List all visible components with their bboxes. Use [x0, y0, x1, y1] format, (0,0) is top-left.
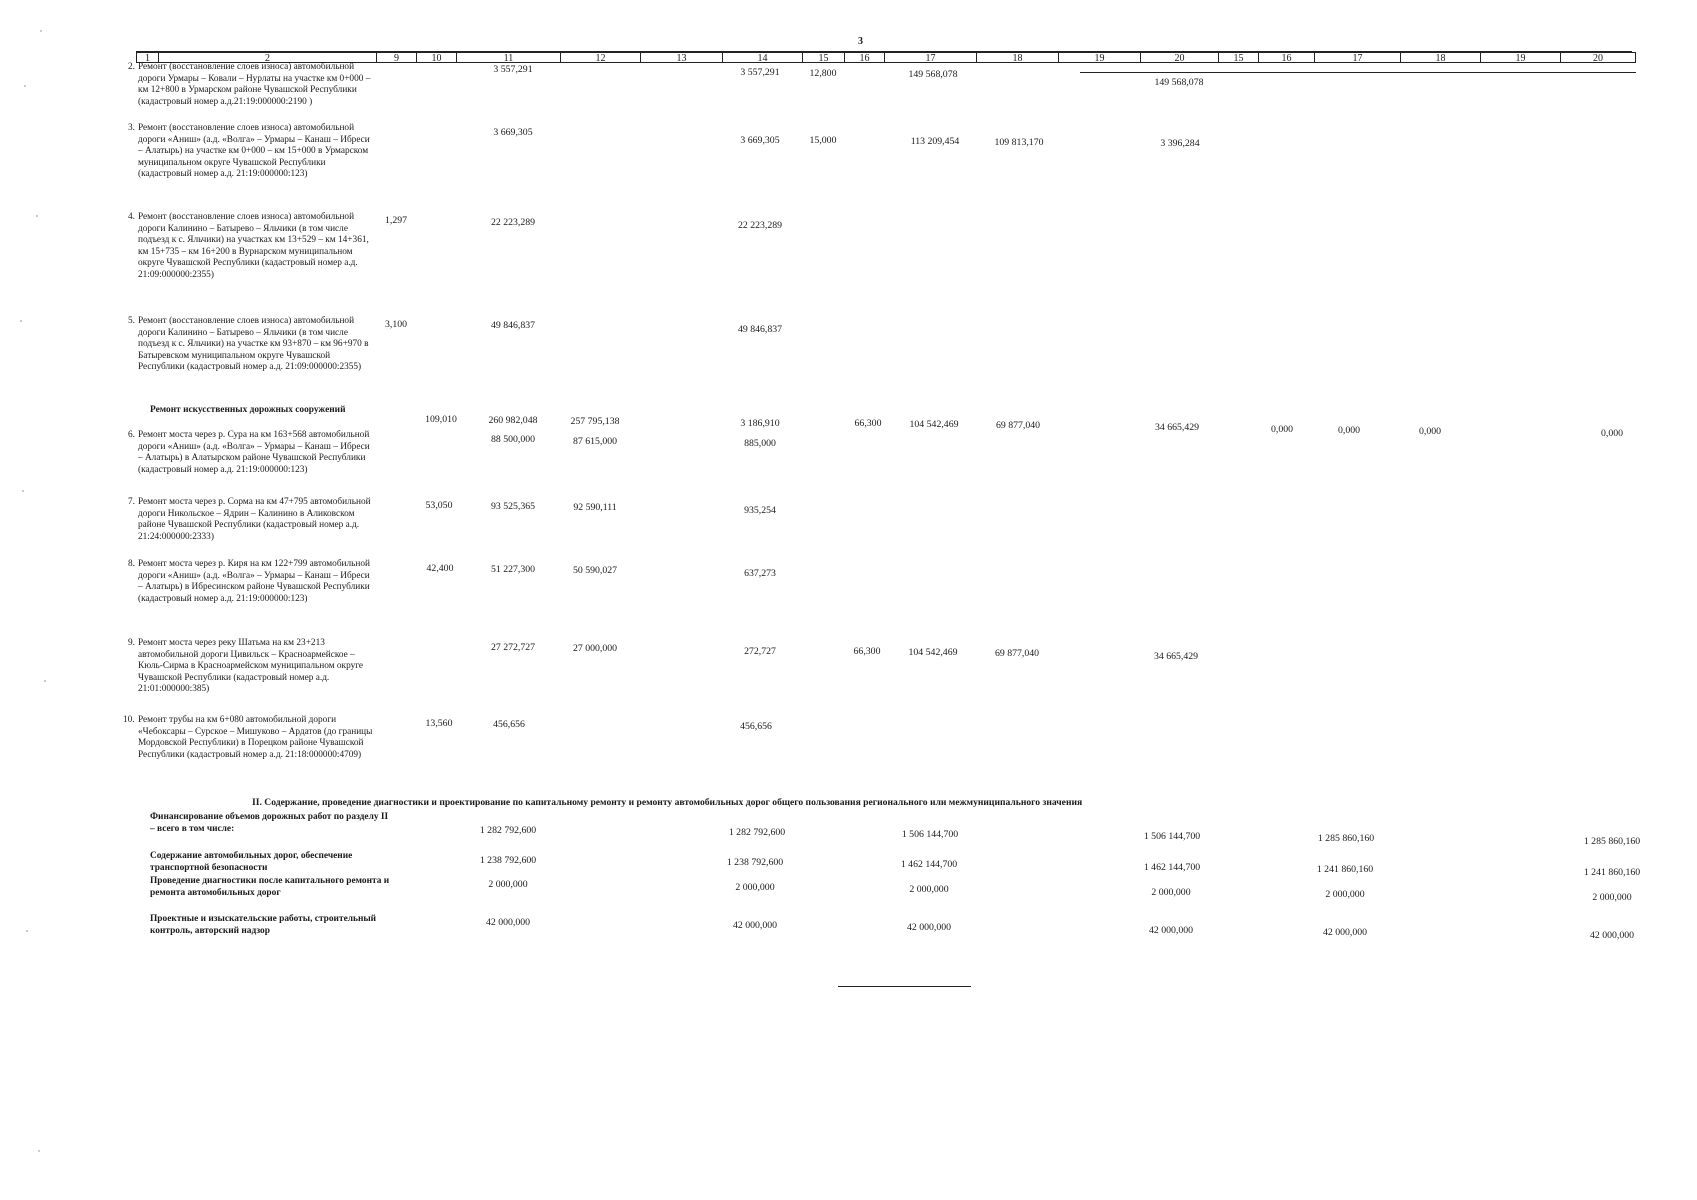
header-col-5: 11 — [456, 52, 560, 63]
section2-value: 42 000,000 — [1589, 930, 1635, 941]
section2-value: 1 285 860,160 — [1317, 833, 1375, 844]
row-description: Ремонт моста через р. Сорма на км 47+795 автомобильной дороги Никольское – Ядрин – Калинино в Аликовском районе Чувашской Республики (кадастровый номер а.д. 21:24:000000:2333) — [138, 497, 371, 542]
row-value: 1,297 — [384, 215, 408, 226]
table-row — [128, 123, 373, 181]
section2-label: Проведение диагностики после капитального ремонта и ремонта автомобильных дорог — [150, 876, 390, 898]
section2-value: 42 000,000 — [732, 920, 778, 931]
subtotal-value: 0,000 — [1418, 426, 1442, 437]
header-col-18: 18 — [1400, 52, 1480, 63]
section2-value: 2 000,000 — [488, 879, 528, 890]
scan-artifact — [22, 490, 24, 492]
row-value: 456,656 — [493, 719, 525, 730]
table-row — [128, 316, 373, 374]
section2-value: 2 000,000 — [1325, 889, 1365, 900]
row-value: 69 877,040 — [994, 648, 1040, 659]
section2-value: 1 282 792,600 — [479, 825, 537, 836]
row-number: 9. — [128, 638, 135, 648]
row-description: Ремонт (восстановление слоев износа) автомобильной дороги «Аниш» (а.д. «Волга» – Урмары – Канаш – Ибреси – Алатырь) на участке км 0+000 – км 15+000 в Урмарском муниципальном округе Чувашской Республики (кадастровый номер а.д. 21:19:000000:123) — [138, 123, 370, 180]
header-col-8: 14 — [722, 52, 802, 63]
table-row — [128, 638, 373, 696]
row-value: 53,050 — [425, 500, 453, 511]
row-value: 3,100 — [384, 319, 408, 330]
subtotal-value: 69 877,040 — [995, 420, 1041, 431]
section2-value: 42 000,000 — [1322, 927, 1368, 938]
row-value: 22 223,289 — [490, 217, 536, 228]
section2-value: 1 285 860,160 — [1583, 836, 1641, 847]
subtotal-label: Ремонт искусственных дорожных сооружений — [150, 405, 346, 415]
section2-value: 42 000,000 — [1148, 925, 1194, 936]
header-col-7: 13 — [640, 52, 722, 63]
row-value: 3 669,305 — [493, 127, 533, 138]
header-col-1: 1 — [136, 52, 158, 63]
row-value: 637,273 — [744, 568, 776, 579]
row-value: 885,000 — [744, 438, 776, 449]
row-value: 22 223,289 — [737, 220, 783, 231]
subtotal-value: 34 665,429 — [1154, 422, 1200, 433]
scan-artifact — [24, 85, 26, 87]
section2-value: 1 462 144,700 — [1143, 862, 1201, 873]
row-description: Ремонт моста через реку Шатьма на км 23+213 автомобильной дороги Цивильск – Красноармейское – Кюль-Сирма в Красноармейском муниципальном округе Чувашской Республики (кадастровый номер а.д. 21:01:000000:385) — [138, 638, 364, 695]
section2-value: 1 506 144,700 — [901, 829, 959, 840]
row-value: 3 669,305 — [740, 135, 780, 146]
header-col-19: 19 — [1480, 52, 1560, 63]
section-title: II. Содержание, проведение диагностики и проектирование по капитальному ремонту и ремонту автомобильных дорог общего пользования регионального или межмуниципального значения — [252, 797, 1083, 808]
scan-artifact — [38, 1150, 40, 1152]
row-value: 109 813,170 — [994, 137, 1044, 148]
row-number: 7. — [128, 497, 135, 507]
row-value: 49 846,837 — [490, 320, 536, 331]
row-value: 49 846,837 — [737, 324, 783, 335]
header-col-17: 17 — [1314, 52, 1400, 63]
section2-value: 42 000,000 — [485, 917, 531, 928]
section2-value: 2 000,000 — [1592, 892, 1632, 903]
row-value: 93 525,365 — [490, 501, 536, 512]
scan-artifact — [44, 680, 46, 682]
row-value: 12,800 — [809, 68, 837, 79]
subtotal-value: 260 982,048 — [488, 415, 538, 426]
row-value: 50 590,027 — [572, 565, 618, 576]
row-value: 88 500,000 — [490, 434, 536, 445]
header-col-12: 18 — [976, 52, 1058, 63]
row-description: Ремонт моста через р. Сура на км 163+568 автомобильной дороги «Аниш» (а.д. «Волга» – Урмары – Канаш – Ибреси – Алатырь) в Алатырском районе Чувашской Республики (кадастровый номер а.д. 21:19:000000:123) — [138, 430, 370, 475]
page-number: 3 — [858, 36, 863, 47]
row-number: 10. — [123, 715, 135, 725]
subtotal-value: 0,000 — [1600, 428, 1624, 439]
header-col-20: 20 — [1560, 52, 1636, 63]
subtotal-value: 257 795,138 — [570, 416, 620, 427]
row-number: 3. — [128, 123, 135, 133]
header-col-15: 15 — [1218, 52, 1258, 63]
header-col-9: 15 — [802, 52, 844, 63]
section2-value: 1 506 144,700 — [1143, 831, 1201, 842]
section2-value: 1 282 792,600 — [728, 827, 786, 838]
table-row — [128, 497, 373, 543]
row-number: 4. — [128, 212, 135, 222]
header-col-14: 20 — [1140, 52, 1218, 63]
row-value: 456,656 — [740, 721, 772, 732]
scan-artifact — [26, 930, 28, 932]
row-value: 3 557,291 — [740, 67, 780, 78]
subtotal-value: 0,000 — [1270, 424, 1294, 435]
row-value: 42,400 — [426, 563, 454, 574]
row-value: 34 665,429 — [1153, 651, 1199, 662]
row-description: Ремонт (восстановление слоев износа) автомобильной дороги Урмары – Ковали – Нурлаты на участке км 0+000 – км 12+800 в Урмарском районе Чувашской Республики (кадастровый номер а.д.21:19:000000:2190 ) — [138, 62, 371, 107]
section2-value: 2 000,000 — [1151, 887, 1191, 898]
header-right-rule — [1080, 72, 1636, 73]
scan-artifact — [40, 30, 42, 32]
end-rule — [838, 986, 971, 987]
header-col-13: 19 — [1058, 52, 1140, 63]
table-row — [128, 212, 373, 282]
row-value: 66,300 — [853, 646, 881, 657]
row-description: Ремонт трубы на км 6+080 автомобильной дороги «Чебоксары – Сурское – Мишуково – Ардатов (до границы Мордовской Республики) в Порецком районе Чувашской Республики (кадастровый номер а.д. 21:18:000000:4709) — [138, 715, 373, 760]
row-value: 13,560 — [425, 718, 453, 729]
header-col-6: 12 — [560, 52, 640, 63]
header-col-11: 17 — [884, 52, 976, 63]
row-description: Ремонт моста через р. Киря на км 122+799 автомобильной дороги «Аниш» (а.д. «Волга» – Урмары – Канаш – Ибреси – Алатырь) в Ибресинском районе Чувашской Республики (кадастровый номер а.д. 21:19:000000:123) — [138, 559, 371, 604]
row-value: 92 590,111 — [573, 502, 617, 513]
section2-value: 1 238 792,600 — [479, 855, 537, 866]
row-value: 935,254 — [744, 505, 776, 516]
row-description: Ремонт (восстановление слоев износа) автомобильной дороги Калинино – Батырево – Яльчики (в том числе подъезд к с. Яльчики) на участках км 13+529 – км 14+361, км 15+735 – км 16+200 в Вурнарском муниципальном округе Чувашской Республики (кадастровый номер а.д. 21:09:000000:2355) — [138, 212, 369, 280]
header-col-2: 2 — [158, 52, 376, 63]
section2-value: 2 000,000 — [735, 882, 775, 893]
subtotal-value: 0,000 — [1337, 425, 1361, 436]
table-row — [123, 715, 373, 761]
section2-value: 2 000,000 — [909, 884, 949, 895]
row-description: Ремонт (восстановление слоев износа) автомобильной дороги Калинино – Батырево – Яльчики (в том числе подъезд к с. Яльчики) на участке км 93+870 – км 96+970 в Батыревском муниципальном округе Чувашской Республики (кадастровый номер а.д. 21:09:000000:2355) — [138, 316, 369, 373]
section2-value: 1 238 792,600 — [726, 857, 784, 868]
section2-label: Финансирование объемов дорожных работ по разделу II – всего в том числе: — [150, 812, 389, 834]
section2-value: 1 462 144,700 — [900, 859, 958, 870]
subtotal-value: 3 186,910 — [740, 418, 780, 429]
subtotal-value: 109,010 — [425, 414, 457, 425]
header-col-4: 10 — [416, 52, 456, 63]
row-number: 6. — [128, 430, 135, 440]
row-number: 8. — [128, 559, 135, 569]
row-value: 149 568,078 — [1154, 77, 1204, 88]
table-row — [128, 559, 373, 605]
row-value: 51 227,300 — [490, 564, 536, 575]
header-col-16: 16 — [1258, 52, 1314, 63]
subtotal-value: 104 542,469 — [909, 419, 959, 430]
section2-label: Содержание автомобильных дорог, обеспечение транспортной безопасности — [150, 851, 353, 873]
row-value: 27 272,727 — [490, 642, 536, 653]
header-col-3: 9 — [376, 52, 416, 63]
row-value: 104 542,469 — [908, 647, 958, 658]
scan-artifact — [20, 320, 22, 322]
row-value: 272,727 — [744, 646, 776, 657]
row-number: 5. — [128, 316, 135, 326]
row-value: 87 615,000 — [572, 436, 618, 447]
section2-value: 42 000,000 — [906, 922, 952, 933]
row-value: 149 568,078 — [908, 69, 958, 80]
header-col-10: 16 — [844, 52, 884, 63]
section2-label: Проектные и изыскательские работы, строительный контроль, авторский надзор — [150, 914, 377, 936]
row-value: 113 209,454 — [910, 136, 960, 147]
row-value: 15,000 — [809, 135, 837, 146]
row-value: 27 000,000 — [572, 643, 618, 654]
row-value: 3 396,284 — [1160, 138, 1200, 149]
subtotal-value: 66,300 — [854, 418, 882, 429]
row-number: 2. — [128, 62, 135, 72]
section2-value: 1 241 860,160 — [1583, 867, 1641, 878]
table-row — [128, 430, 373, 476]
table-row — [128, 62, 373, 108]
section2-value: 1 241 860,160 — [1316, 864, 1374, 875]
scan-artifact — [36, 215, 38, 217]
row-value: 3 557,291 — [493, 64, 533, 75]
